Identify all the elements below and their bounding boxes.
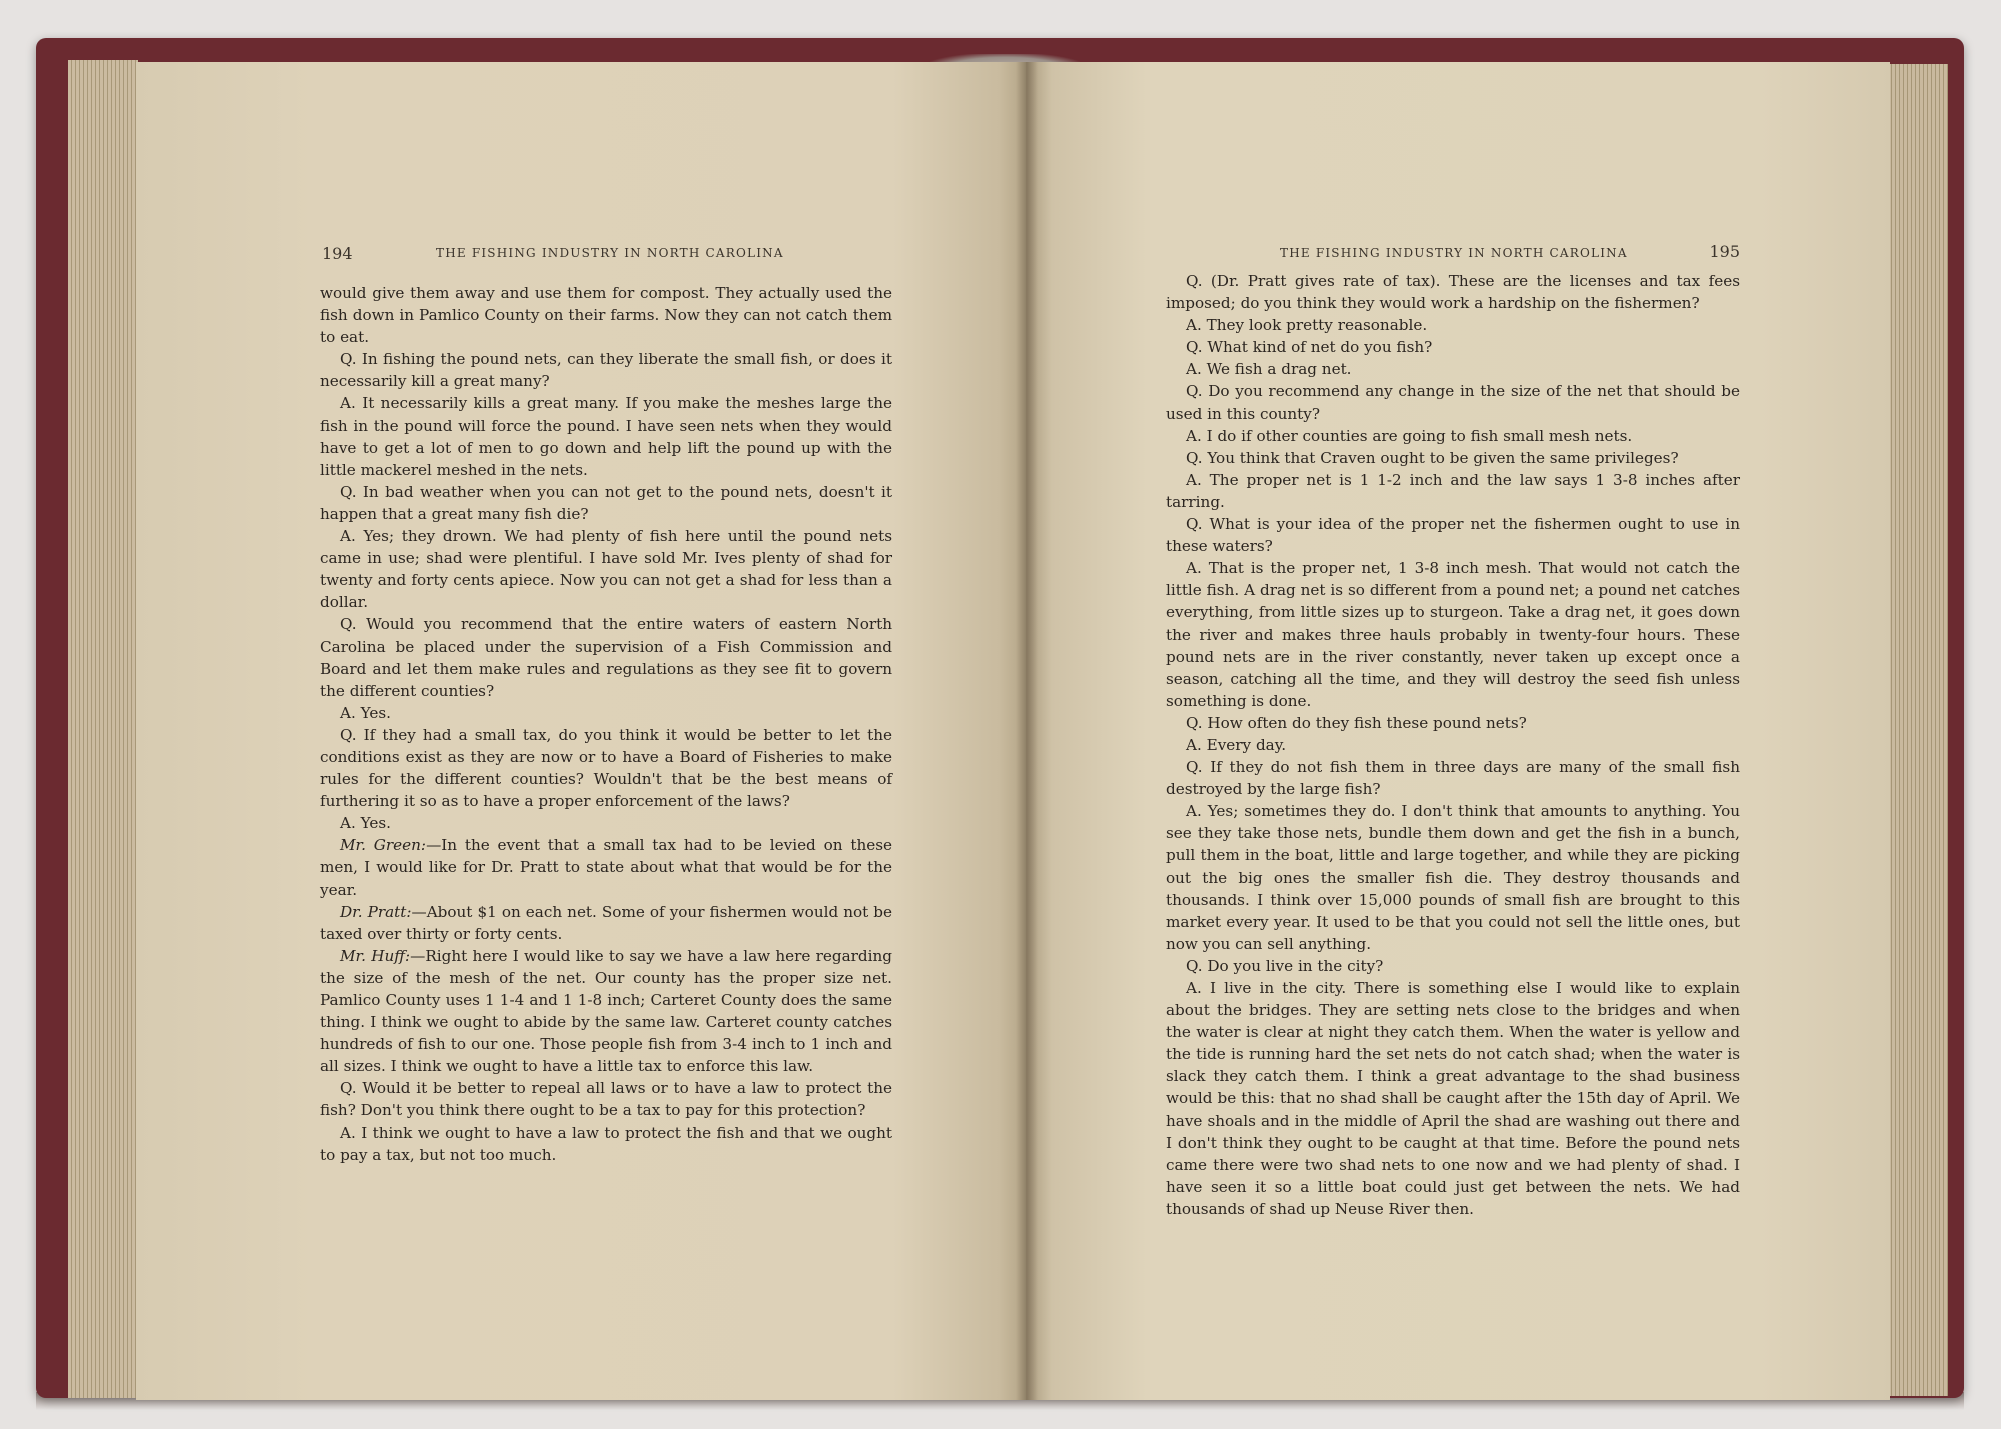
paragraph-speaker [320,834,892,900]
speaker-text: —In the event that a small tax had to be levied on these men, I would like for Dr. Pratt to state about what that would be for the year. [320,836,892,899]
paragraph: A. It necessarily kills a great many. If you make the meshes large the fish in the pound will force the pound. I have seen nets when they would have to get a lot of men to go down and help lift the pound up with the little mackerel meshed in the nets. [320,394,892,479]
right-page-header [1166,244,1740,264]
paragraph-speaker [320,901,892,945]
paragraph: Q. What is your idea of the proper net the fishermen ought to use in these waters? [1166,515,1740,556]
left-page-number: 194 [322,244,353,263]
paragraph: Q. You think that Craven ought to be given the same privileges? [1186,448,1679,467]
speaker-name: Mr. Green: [340,836,427,855]
page-edges-right [1888,64,1948,1396]
left-page-body [320,282,892,1166]
paragraph: Q. Do you live in the city? [1186,956,1384,975]
paragraph: would give them away and use them for compost. They actually used the fish down in Pamlico County on their farms. Now they can not catch them to eat. [320,284,892,347]
paragraph: Q. How often do they fish these pound nets? [1186,713,1527,732]
paragraph: Q. Would it be better to repeal all laws or to have a law to protect the fish? Don't you think there ought to be a tax to pay for this protection? [320,1079,892,1120]
left-page-header [322,244,894,264]
paragraph: A. Yes. [340,814,391,833]
paragraph: Q. Would you recommend that the entire waters of eastern North Carolina be placed under the supervision of a Fish Commission and Board and let them make rules and regulations as they see fit to govern the different counties? [320,615,892,700]
speaker-name: Mr. Huff: [340,946,411,965]
paragraph: Q. If they had a small tax, do you think it would be better to let the conditions exist as they are now or to have a Board of Fisheries to make rules for the different counties? Wouldn't that be the best means of furthering it so as to have a proper enforcement of the laws? [320,725,892,811]
right-running-head: THE FISHING INDUSTRY IN NORTH CAROLINA [1280,246,1628,260]
paragraph: A. I think we ought to have a law to protect the fish and that we ought to pay a tax, but not too much. [320,1123,892,1164]
paragraph: Q. Do you recommend any change in the size of the net that should be used in this county? [1166,382,1740,423]
paragraph: A. Yes; sometimes they do. I don't think that amounts to anything. You see they take those nets, bundle them down and get the fish in a bunch, pull them in the boat, little and large together, and while they are picking out the big ones the smaller fish die. They destroy thousands and thousands. I think over 15,000 pounds of small fish are brought to this market every year. It used to be that you could not sell the little ones, but now you can sell anything. [1166,802,1740,953]
left-running-head: THE FISHING INDUSTRY IN NORTH CAROLINA [436,246,784,260]
paragraph: A. The proper net is 1 1-2 inch and the law says 1 3-8 inches after tarring. [1166,470,1740,511]
speaker-name: Dr. Pratt: [340,902,412,921]
book-gutter [1016,62,1038,1400]
paragraph: A. That is the proper net, 1 3-8 inch mesh. That would not catch the little fish. A drag net is so different from a pound net; a pound net catches everything, from little sizes up to sturgeon. Take a drag net, it goes down the river and makes three hauls probably in twenty-four hours. These pound nets are in the river constantly, never taken up except once a season, catching all the time, and they will destroy the seed fish unless something is done. [1166,559,1740,710]
paragraph: A. I live in the city. There is something else I would like to explain about the bridges. They are setting nets close to the bridges and when the water is clear at night they catch them. When the water is yellow and the tide is running hard the set nets do not catch shad; when the water is slack they catch them. I think a great advantage to the shad business would be this: that no shad shall be caught after the 15th day of April. We have shoals and in the middle of April the shad are washing out there and I don't think they ought to be caught at that time. Before the pound nets came there were two shad nets to one now and we had plenty of shad. I have seen it so a little boat could just get between the nets. We had thousands of shad up Neuse River then. [1166,979,1740,1218]
paragraph-speaker [320,945,892,1078]
paragraph: A. They look pretty reasonable. [1186,316,1428,335]
paragraph: Q. What kind of net do you fish? [1186,338,1433,357]
paragraph: Q. In bad weather when you can not get to the pound nets, doesn't it happen that a great many fish die? [320,482,892,523]
paragraph: A. We fish a drag net. [1186,360,1352,379]
paragraph: Q. In fishing the pound nets, can they liberate the small fish, or does it necessarily kill a great many? [320,350,892,391]
paragraph: A. Yes. [340,703,391,722]
paragraph: Q. (Dr. Pratt gives rate of tax). These are the licenses and tax fees imposed; do you think they would work a hardship on the fishermen? [1166,272,1740,313]
right-page-body [1166,270,1740,1220]
page-edges-left [68,60,138,1398]
speaker-text: —About $1 on each net. Some of your fishermen would not be taxed over thirty or forty cents. [320,902,893,943]
speaker-text: —Right here I would like to say we have a law here regarding the size of the mesh of the net. Our county has the proper size net. Pamlico County uses 1 1-4 and 1 1-8 inch; Carteret County does the same thing. I think we ought to abide by the same law. Carteret county catches hundreds of fish to our one. Those people fish from 3-4 inch to 1 inch and all sizes. I think we ought to have a little tax to enforce this law. [320,946,892,1076]
paragraph: A. I do if other counties are going to fish small mesh nets. [1186,426,1633,445]
paragraph: A. Every day. [1186,735,1287,754]
right-page-number: 195 [1709,242,1740,261]
paragraph: Q. If they do not fish them in three days are many of the small fish destroyed by the large fish? [1166,758,1740,799]
paragraph: A. Yes; they drown. We had plenty of fish here until the pound nets came in use; shad were plentiful. I have sold Mr. Ives plenty of shad for twenty and forty cents apiece. Now you can not get a shad for less than a dollar. [320,527,892,612]
